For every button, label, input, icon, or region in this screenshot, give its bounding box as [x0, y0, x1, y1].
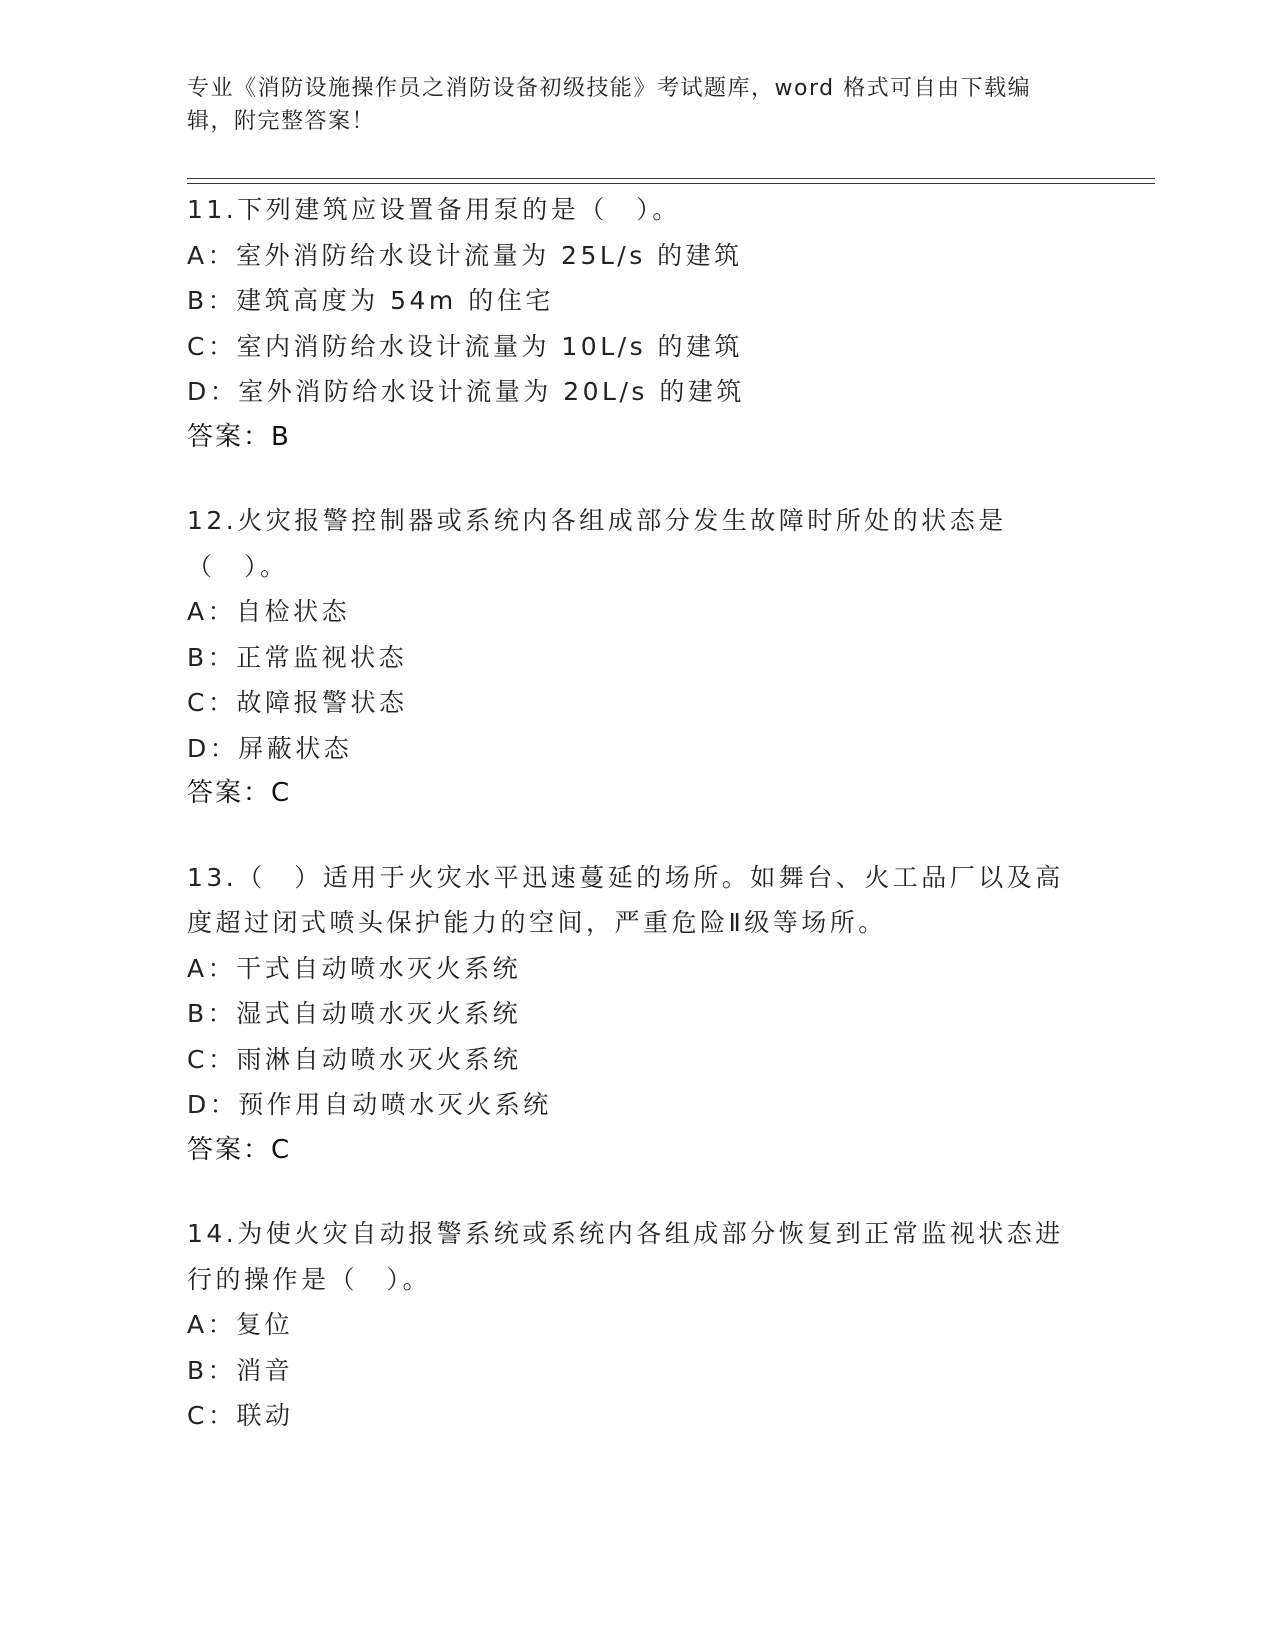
option-d: D：预作用自动喷水灭火系统	[187, 1090, 552, 1119]
question-list	[187, 187, 1087, 1439]
question-stem: 13.（ ）适用于火灾水平迅速蔓延的场所。如舞台、火工品厂以及高度超过闭式喷头保护能力的空间，严重危险Ⅱ级等场所。	[187, 862, 1064, 937]
option-b: B：消音	[187, 1355, 294, 1385]
question-stem: 14.为使火灾自动报警系统或系统内各组成部分恢复到正常监视状态进行的操作是（ ）。	[187, 1219, 1064, 1294]
option-b: B：正常监视状态	[187, 642, 408, 672]
option-a: A：自检状态	[187, 597, 351, 626]
question-stem: 12.火灾报警控制器或系统内各组成部分发生故障时所处的状态是（ ）。	[187, 506, 1007, 581]
option-c: C：室内消防给水设计流量为 10L/s 的建筑	[187, 331, 744, 361]
option-a: A：复位	[187, 1310, 294, 1339]
question-14	[187, 1211, 1087, 1439]
option-c: C：故障报警状态	[187, 688, 408, 717]
document-header: 专业《消防设施操作员之消防设备初级技能》考试题库，word 格式可自由下载编辑，附完整答案！	[187, 76, 1032, 134]
question-stem: 11.下列建筑应设置备用泵的是（ ）。	[187, 195, 681, 224]
header-divider-top	[187, 178, 1155, 179]
option-a: A：室外消防给水设计流量为 25L/s 的建筑	[187, 240, 743, 270]
answer-line: 答案：C	[187, 778, 292, 808]
option-c: C：联动	[187, 1401, 294, 1430]
question-11	[187, 187, 1087, 460]
question-13	[187, 855, 1087, 1174]
option-d: D：屏蔽状态	[187, 733, 353, 763]
option-d: D：室外消防给水设计流量为 20L/s 的建筑	[187, 377, 745, 406]
question-12	[187, 498, 1087, 817]
option-c: C：雨淋自动喷水灭火系统	[187, 1044, 522, 1074]
option-b: B：建筑高度为 54m 的住宅	[187, 286, 554, 315]
header-divider-bottom	[187, 183, 1155, 184]
option-b: B：湿式自动喷水灭火系统	[187, 999, 522, 1028]
option-a: A：干式自动喷水灭火系统	[187, 953, 522, 983]
answer-line: 答案：B	[187, 421, 291, 452]
answer-line: 答案：C	[187, 1134, 292, 1165]
